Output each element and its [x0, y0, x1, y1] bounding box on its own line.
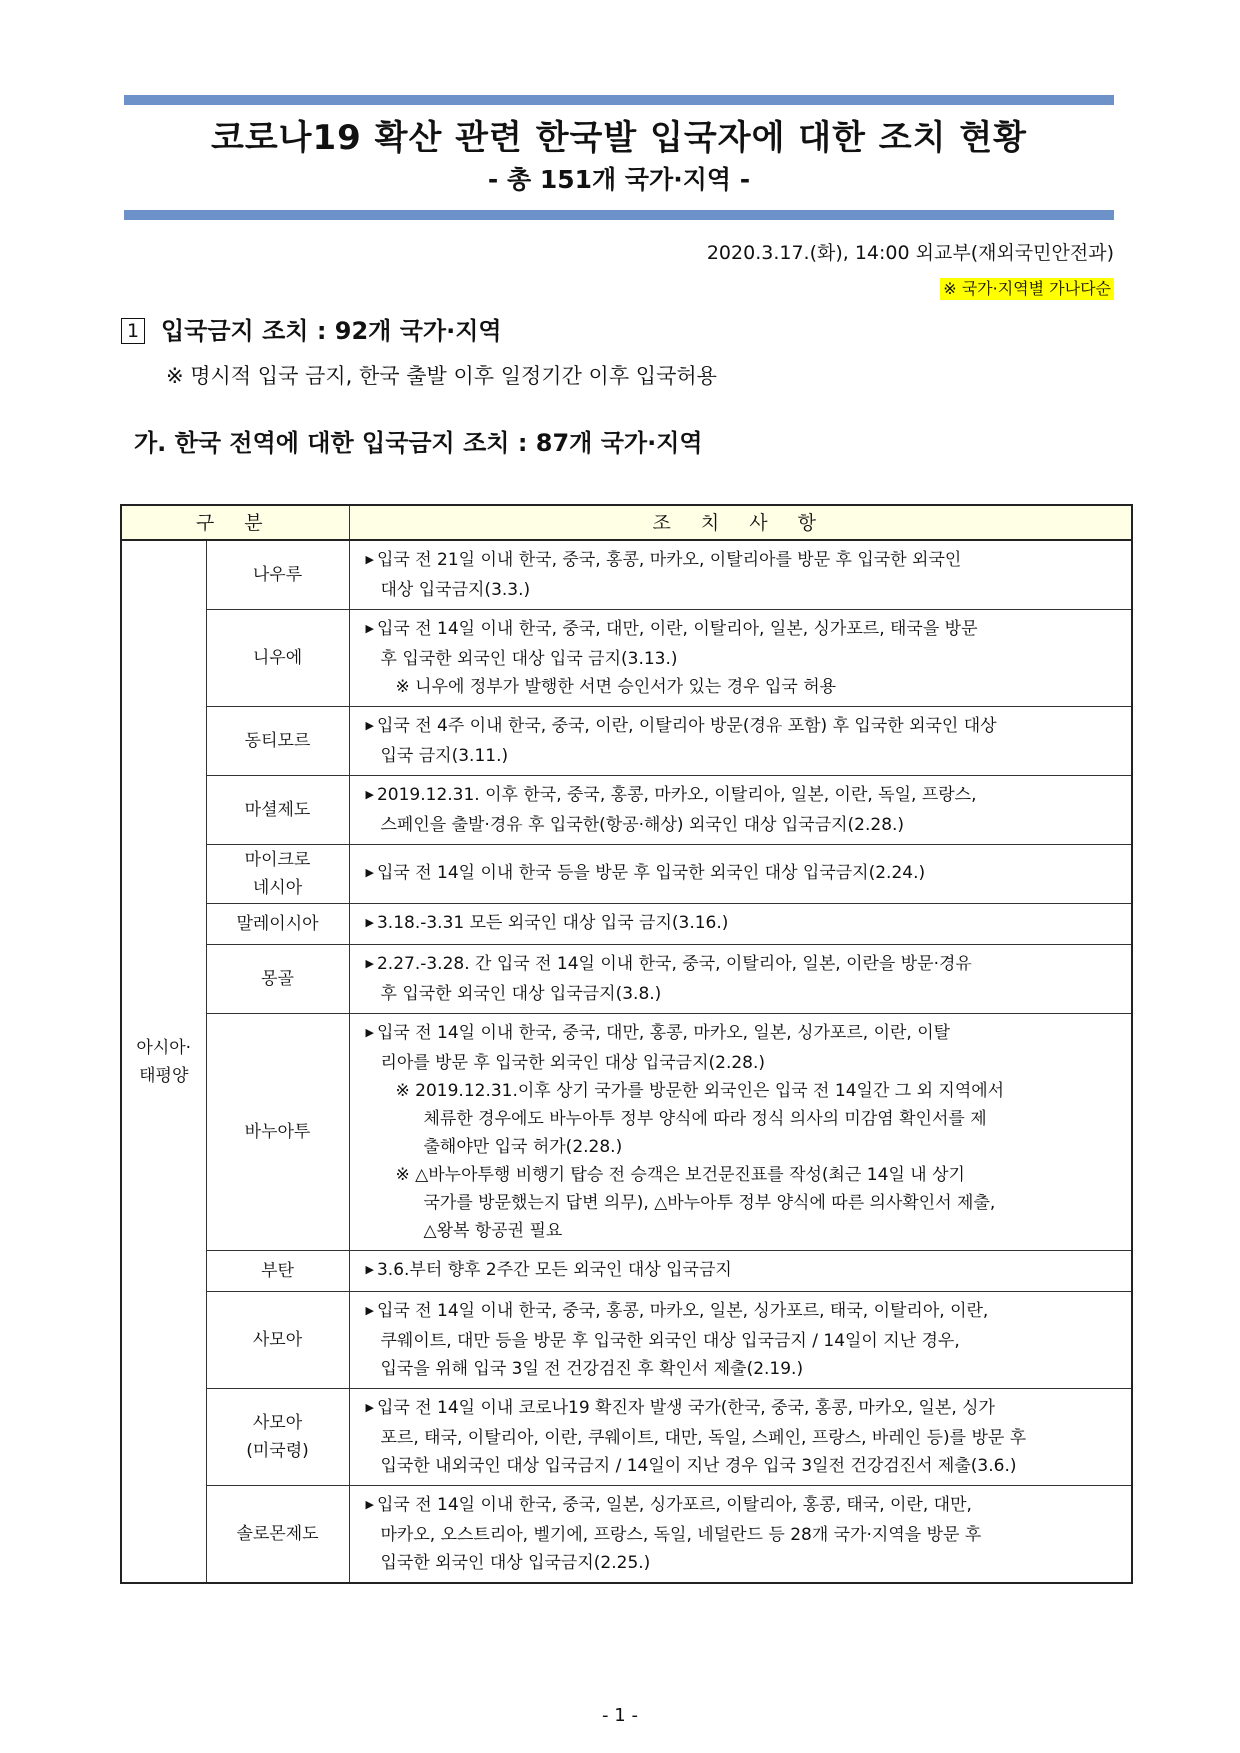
table-row [121, 610, 1132, 707]
measure-text: 입국 전 14일 이내 한국, 중국, 홍콩, 마카오, 일본, 싱가포르, 태국, 이탈리아, 이란, [376, 1301, 989, 1321]
region-cell: 아시아· 태평양 [121, 540, 206, 1583]
measure-cell [349, 707, 1132, 776]
section-1-title: 입국금지 조치 : 92개 국가·지역 [161, 317, 502, 345]
bullet-triangle-icon: ▶ [365, 957, 374, 970]
measure-line: 후 입국한 외국인 대상 입국금지(3.8.) [380, 984, 662, 1004]
page-subtitle: - 총 151개 국가·지역 - [487, 165, 751, 194]
measure-text: 3.6.부터 향후 2주간 모든 외국인 대상 입국금지 [376, 1260, 732, 1280]
header-measures: 조 치 사 항 [349, 505, 1132, 540]
country-cell: 마셜제도 [206, 776, 349, 845]
measure-note: △왕복 항공권 필요 [423, 1221, 563, 1241]
measure-line [366, 781, 1112, 811]
measure-text: 입국 전 14일 이내 코로나19 확진자 발생 국가(한국, 중국, 홍콩, 마카오, 일본, 싱가 [376, 1398, 995, 1418]
measure-line: 입국한 내외국인 대상 입국금지 / 14일이 지난 경우 입국 3일전 건강검진서 제출(3.6.) [380, 1456, 1017, 1476]
table-row [121, 1292, 1132, 1389]
bullet-triangle-icon: ▶ [365, 622, 374, 635]
table-row [121, 1486, 1132, 1584]
bullet-triangle-icon: ▶ [365, 788, 374, 801]
measure-cell [349, 945, 1132, 1014]
bullet-triangle-icon: ▶ [365, 1026, 374, 1039]
measure-line [366, 712, 1112, 742]
measure-note: ※ 니우에 정부가 발행한 서면 승인서가 있는 경우 입국 허용 [395, 677, 837, 697]
measure-cell [349, 610, 1132, 707]
measure-text: 입국 전 14일 이내 한국, 중국, 일본, 싱가포르, 이탈리아, 홍콩, 태국, 이란, 대만, [376, 1495, 972, 1515]
dateline: 2020.3.17.(화), 14:00 외교부(재외국민안전과) [706, 242, 1114, 264]
measure-cell [349, 1014, 1132, 1251]
measure-line [366, 1297, 1112, 1327]
header-bottom-rule [124, 210, 1114, 220]
measure-text: 2.27.-3.28. 간 입국 전 14일 이내 한국, 중국, 이탈리아, 일본, 이란을 방문·경유 [376, 954, 972, 974]
measure-line [366, 1019, 1112, 1049]
table-row [121, 540, 1132, 610]
country-cell: 마이크로 네시아 [206, 845, 349, 904]
measure-line [366, 909, 1112, 939]
measure-cell [349, 540, 1132, 610]
measure-text: 3.18.-3.31 모든 외국인 대상 입국 금지(3.16.) [376, 913, 729, 933]
measure-cell [349, 1486, 1132, 1584]
country-cell: 부탄 [206, 1251, 349, 1292]
section-number-box: 1 [121, 318, 145, 344]
country-cell: 사모아 (미국령) [206, 1389, 349, 1486]
country-cell: 솔로몬제도 [206, 1486, 349, 1584]
table-row [121, 1389, 1132, 1486]
measure-cell [349, 1292, 1132, 1389]
measure-line [366, 546, 1112, 576]
table-row [121, 1014, 1132, 1251]
country-cell: 말레이시아 [206, 904, 349, 945]
table-row [121, 845, 1132, 904]
measure-note: ※ 2019.12.31.이후 상기 국가를 방문한 외국인은 입국 전 14일간 그 외 지역에서 [395, 1081, 1005, 1101]
measure-text: 입국 전 21일 이내 한국, 중국, 홍콩, 마카오, 이탈리아를 방문 후 입국한 외국인 [376, 550, 962, 570]
measure-line [366, 1256, 1112, 1286]
measure-line [366, 1394, 1112, 1424]
country-cell: 몽골 [206, 945, 349, 1014]
measure-cell [349, 904, 1132, 945]
table-row [121, 1251, 1132, 1292]
table-row [121, 776, 1132, 845]
measure-line [366, 1491, 1112, 1521]
measure-line: 입국 금지(3.11.) [380, 746, 509, 766]
measure-text: 입국 전 14일 이내 한국, 중국, 대만, 이란, 이탈리아, 일본, 싱가포르, 태국을 방문 [376, 619, 978, 639]
measure-line: 마카오, 오스트리아, 벨기에, 프랑스, 독일, 네덜란드 등 28개 국가·지역을 방문 후 [380, 1525, 982, 1545]
bullet-triangle-icon: ▶ [365, 866, 374, 879]
measure-line: 리아를 방문 후 입국한 외국인 대상 입국금지(2.28.) [380, 1053, 766, 1073]
measure-text: 2019.12.31. 이후 한국, 중국, 홍콩, 마카오, 이탈리아, 일본, 이란, 독일, 프랑스, [376, 785, 977, 805]
measure-note: 국가를 방문했는지 답변 의무), △바누아투 정부 양식에 따른 의사확인서 제출, [423, 1193, 996, 1213]
measure-line: 후 입국한 외국인 대상 입국 금지(3.13.) [380, 649, 678, 669]
country-cell: 나우루 [206, 540, 349, 610]
section-1-heading [121, 314, 502, 348]
country-cell: 사모아 [206, 1292, 349, 1389]
measure-text: 입국 전 14일 이내 한국 등을 방문 후 입국한 외국인 대상 입국금지(2.24.) [376, 863, 926, 883]
measure-line: 포르, 태국, 이탈리아, 이란, 쿠웨이트, 대만, 독일, 스페인, 프랑스, 바레인 등)를 방문 후 [380, 1428, 1027, 1448]
measure-line [366, 859, 1112, 889]
measure-text: 입국 전 4주 이내 한국, 중국, 이란, 이탈리아 방문(경유 포함) 후 입국한 외국인 대상 [376, 716, 997, 736]
measure-cell [349, 776, 1132, 845]
measure-line: 입국한 외국인 대상 입국금지(2.25.) [380, 1553, 651, 1573]
measure-note: ※ △바누아투행 비행기 탑승 전 승객은 보건문진표를 작성(최근 14일 내 상기 [395, 1165, 965, 1185]
section-1-note: ※ 명시적 입국 금지, 한국 출발 이후 일정기간 이후 입국허용 [166, 364, 717, 388]
page-title: 코로나19 확산 관련 한국발 입국자에 대한 조치 현황 [210, 118, 1028, 158]
table-header-row [121, 505, 1132, 540]
page-number: - 1 - [602, 1705, 638, 1726]
table-row [121, 707, 1132, 776]
measure-note: 체류한 경우에도 바누아투 정부 양식에 따라 정식 의사의 미감염 확인서를 제 [423, 1109, 987, 1129]
header-division: 구 분 [121, 505, 349, 540]
measure-line: 스페인을 출발·경유 후 입국한(항공·해상) 외국인 대상 입국금지(2.28.) [380, 815, 905, 835]
measure-line: 대상 입국금지(3.3.) [380, 580, 531, 600]
table-row [121, 945, 1132, 1014]
measure-line [366, 950, 1112, 980]
measure-line: 입국을 위해 입국 3일 전 건강검진 후 확인서 제출(2.19.) [380, 1359, 804, 1379]
sort-note: ※ 국가·지역별 가나다순 [940, 278, 1114, 300]
header-top-rule [124, 95, 1114, 105]
country-cell: 니우에 [206, 610, 349, 707]
measure-cell [349, 845, 1132, 904]
bullet-triangle-icon: ▶ [365, 1498, 374, 1511]
measure-line: 쿠웨이트, 대만 등을 방문 후 입국한 외국인 대상 입국금지 / 14일이 지난 경우, [380, 1331, 960, 1351]
table-row [121, 904, 1132, 945]
bullet-triangle-icon: ▶ [365, 719, 374, 732]
measures-table [120, 504, 1133, 1584]
table-body [121, 540, 1132, 1583]
bullet-triangle-icon: ▶ [365, 1401, 374, 1414]
measure-cell [349, 1389, 1132, 1486]
bullet-triangle-icon: ▶ [365, 916, 374, 929]
country-cell: 바누아투 [206, 1014, 349, 1251]
measure-line [366, 615, 1112, 645]
measure-cell [349, 1251, 1132, 1292]
country-cell: 동티모르 [206, 707, 349, 776]
bullet-triangle-icon: ▶ [365, 1304, 374, 1317]
measure-text: 입국 전 14일 이내 한국, 중국, 대만, 홍콩, 마카오, 일본, 싱가포르, 이란, 이탈 [376, 1023, 951, 1043]
subsection-heading: 가. 한국 전역에 대한 입국금지 조치 : 87개 국가·지역 [134, 429, 703, 457]
bullet-triangle-icon: ▶ [365, 1263, 374, 1276]
measure-note: 출해야만 입국 허가(2.28.) [423, 1137, 623, 1157]
bullet-triangle-icon: ▶ [365, 553, 374, 566]
